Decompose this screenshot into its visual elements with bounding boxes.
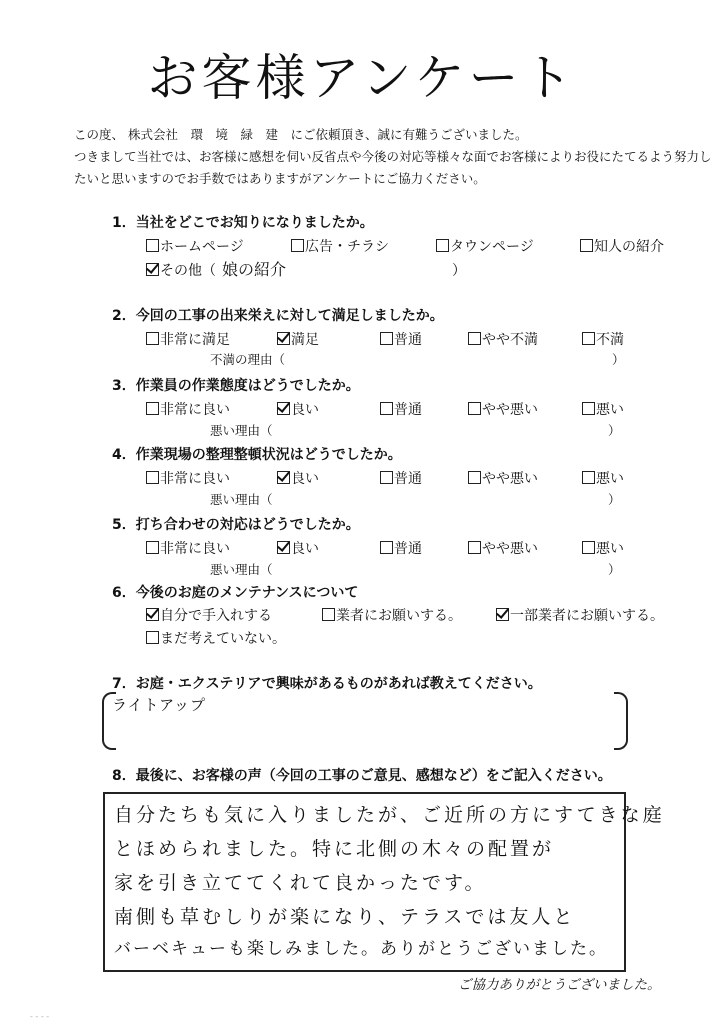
- q3-option-5[interactable]: 悪い: [582, 399, 624, 419]
- q6-option-undecided[interactable]: まだ考えていない。: [146, 628, 286, 648]
- q5-option-5[interactable]: 悪い: [582, 538, 624, 558]
- question-6: 6．今後のお庭のメンテナンスについて: [112, 585, 359, 601]
- q3-reason-close: ）: [608, 423, 621, 438]
- voice-line-2: とほめられました。特に北側の木々の配置が: [114, 838, 555, 860]
- q1-other-answer[interactable]: 娘の紹介: [222, 260, 287, 279]
- checkbox[interactable]: [582, 541, 595, 554]
- q4-reason-label: 悪い理由（: [210, 492, 273, 507]
- question-1: 1．当社をどこでお知りになりましたか。: [112, 215, 374, 231]
- checkbox[interactable]: [380, 471, 393, 484]
- closing-thanks: ご協力ありがとうございました。: [458, 977, 661, 993]
- q1-option-homepage[interactable]: ホームページ: [146, 236, 244, 256]
- checkbox[interactable]: [582, 402, 595, 415]
- voice-line-1: 自分たちも気に入りましたが、ご近所の方にすてきな庭: [114, 804, 665, 826]
- q5-option-4[interactable]: やや悪い: [468, 538, 538, 558]
- q7-answer[interactable]: ライトアップ: [112, 696, 207, 714]
- q2-option-5[interactable]: 不満: [582, 329, 624, 349]
- q6-option-self[interactable]: 自分で手入れする: [146, 605, 272, 625]
- checkbox-checked[interactable]: [277, 402, 290, 415]
- q2-option-2[interactable]: 満足: [277, 329, 319, 349]
- q4-option-1[interactable]: 非常に良い: [146, 468, 230, 488]
- checkbox-checked[interactable]: [146, 263, 159, 276]
- q2-option-4[interactable]: やや不満: [468, 329, 538, 349]
- question-2: 2．今回の工事の出来栄えに対して満足しましたか。: [112, 308, 444, 324]
- q5-reason-label: 悪い理由（: [210, 562, 273, 577]
- q2-option-3[interactable]: 普通: [380, 329, 422, 349]
- checkbox-checked[interactable]: [496, 608, 509, 621]
- checkbox[interactable]: [582, 332, 595, 345]
- q5-option-3[interactable]: 普通: [380, 538, 422, 558]
- q3-option-4[interactable]: やや悪い: [468, 399, 538, 419]
- q3-option-3[interactable]: 普通: [380, 399, 422, 419]
- q1-option-townpage[interactable]: タウンページ: [436, 236, 534, 256]
- checkbox[interactable]: [146, 541, 159, 554]
- q2-option-1[interactable]: 非常に満足: [146, 329, 230, 349]
- q4-reason-close: ）: [608, 492, 621, 507]
- q1-other-close: ）: [452, 263, 466, 279]
- checkbox[interactable]: [322, 608, 335, 621]
- checkbox-checked[interactable]: [146, 608, 159, 621]
- checkbox[interactable]: [146, 471, 159, 484]
- q3-option-1[interactable]: 非常に良い: [146, 399, 230, 419]
- q1-option-other[interactable]: その他（: [146, 260, 216, 280]
- question-7: 7．お庭・エクステリアで興味があるものがあれば教えてください。: [112, 676, 542, 692]
- q1-option-flyer[interactable]: 広告・チラシ: [291, 236, 389, 256]
- page-title: お客様アンケート: [147, 49, 577, 107]
- checkbox[interactable]: [380, 332, 393, 345]
- question-3: 3．作業員の作業態度はどうでしたか。: [112, 378, 360, 394]
- voice-line-4: 南側も草むしりが楽になり、テラスでは友人と: [114, 906, 576, 928]
- checkbox[interactable]: [468, 332, 481, 345]
- q1-option-referral[interactable]: 知人の紹介: [580, 236, 664, 256]
- checkbox[interactable]: [468, 402, 481, 415]
- checkbox-checked[interactable]: [277, 471, 290, 484]
- checkbox[interactable]: [580, 239, 593, 252]
- question-4: 4．作業現場の整理整頓状況はどうでしたか。: [112, 447, 402, 463]
- q2-reason-close: ）: [612, 352, 625, 367]
- checkbox-checked[interactable]: [277, 541, 290, 554]
- question-5: 5．打ち合わせの対応はどうでしたか。: [112, 517, 360, 533]
- checkbox[interactable]: [146, 332, 159, 345]
- voice-line-5: バーベキューも楽しみました。ありがとうございました。: [114, 939, 608, 959]
- q5-reason-close: ）: [608, 562, 621, 577]
- checkbox[interactable]: [436, 239, 449, 252]
- q6-option-contractor[interactable]: 業者にお願いする。: [322, 605, 462, 625]
- q5-option-2[interactable]: 良い: [277, 538, 319, 558]
- intro-line-1: この度、 株式会社 環 境 緑 建 にご依頼頂き、誠に有難うございました。: [74, 127, 528, 142]
- intro-line-2: つきまして当社では、お客様に感想を伺い反省点や今後の対応等様々な面でお客様によりお役にたてるよう努力し: [74, 149, 712, 164]
- checkbox[interactable]: [291, 239, 304, 252]
- answer-bracket-right: [614, 692, 628, 750]
- voice-line-3: 家を引き立ててくれて良かったです。: [114, 872, 487, 894]
- q3-reason-label: 悪い理由（: [210, 423, 273, 438]
- checkbox[interactable]: [146, 239, 159, 252]
- intro-line-3: たいと思いますのでお手数ではありますがアンケートにご協力ください。: [74, 171, 486, 186]
- checkbox-checked[interactable]: [277, 332, 290, 345]
- q5-option-1[interactable]: 非常に良い: [146, 538, 230, 558]
- q4-option-4[interactable]: やや悪い: [468, 468, 538, 488]
- scan-mark: - - - -: [30, 1012, 50, 1021]
- question-8: 8．最後に、お客様の声（今回の工事のご意見、感想など）をご記入ください。: [112, 768, 612, 784]
- checkbox[interactable]: [146, 631, 159, 644]
- q4-option-3[interactable]: 普通: [380, 468, 422, 488]
- checkbox[interactable]: [582, 471, 595, 484]
- checkbox[interactable]: [146, 402, 159, 415]
- checkbox[interactable]: [468, 541, 481, 554]
- q4-option-2[interactable]: 良い: [277, 468, 319, 488]
- q6-option-partial[interactable]: 一部業者にお願いする。: [496, 605, 664, 625]
- q4-option-5[interactable]: 悪い: [582, 468, 624, 488]
- checkbox[interactable]: [468, 471, 481, 484]
- checkbox[interactable]: [380, 402, 393, 415]
- checkbox[interactable]: [380, 541, 393, 554]
- q2-reason-label: 不満の理由（: [210, 352, 286, 367]
- q3-option-2[interactable]: 良い: [277, 399, 319, 419]
